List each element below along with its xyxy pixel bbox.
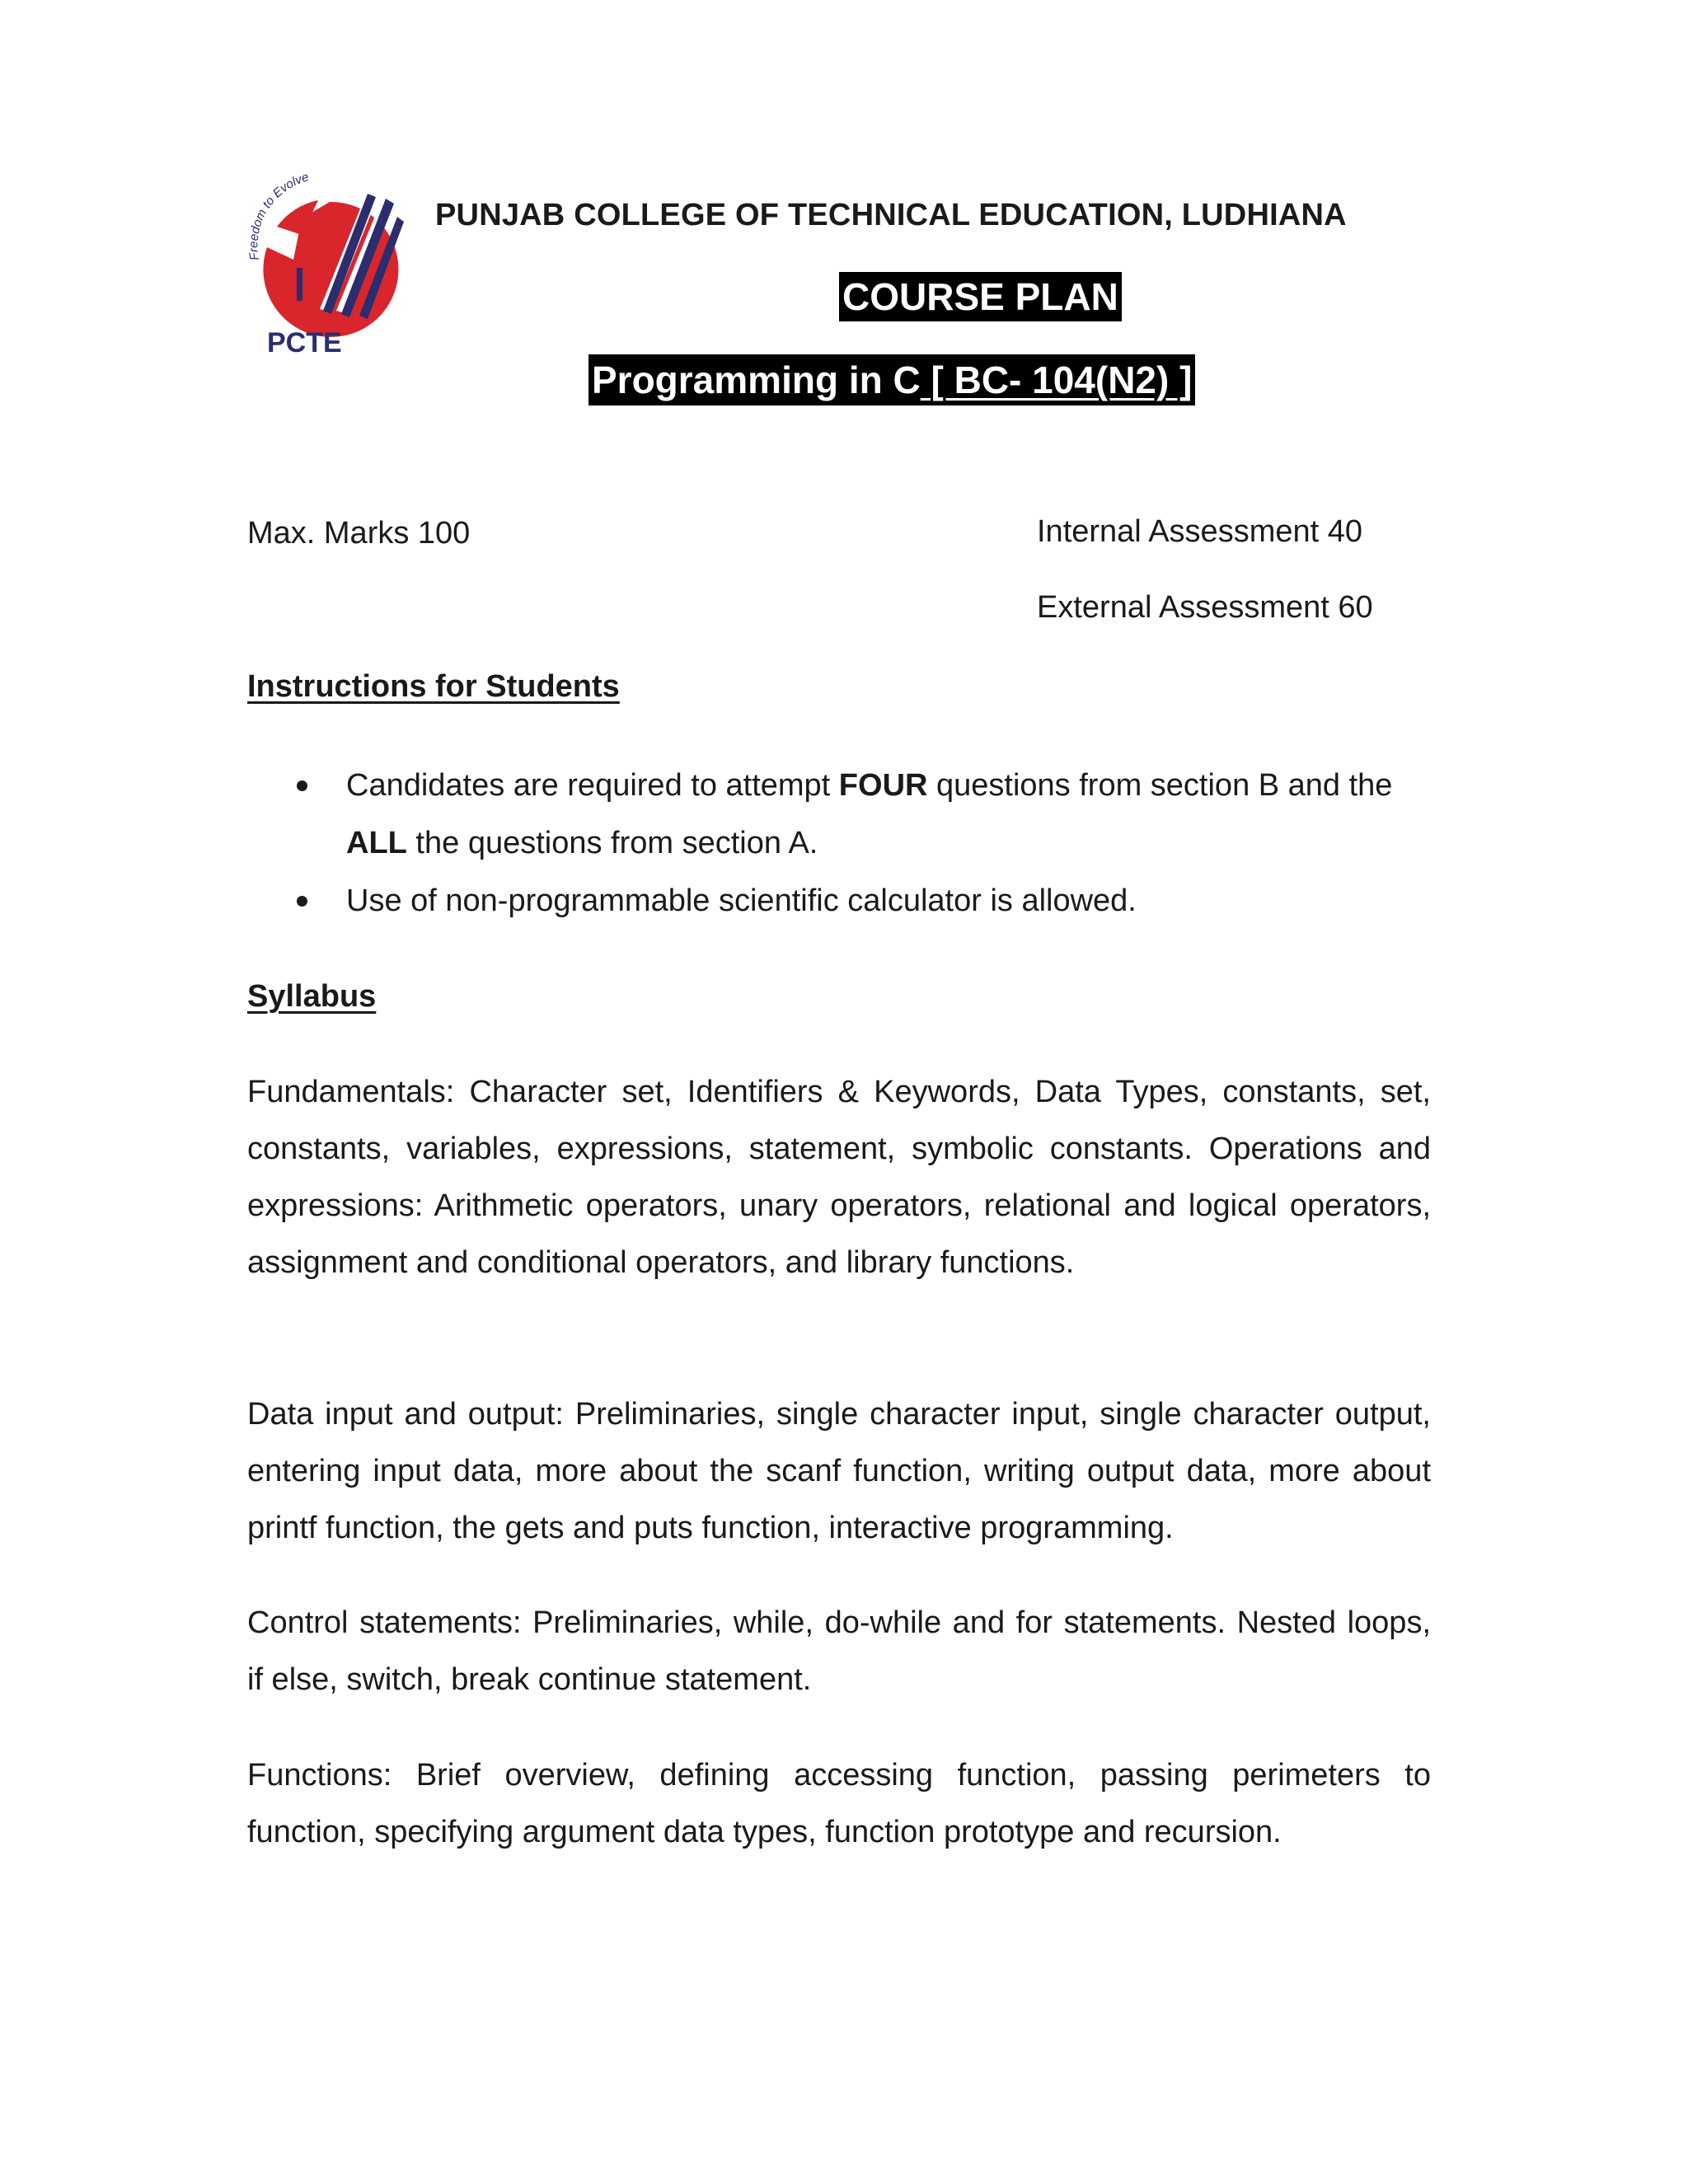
subject-code: [ BC- 104(N2) ] [920,359,1193,401]
subject-title [588,354,1195,405]
assessment-breakdown [1037,494,1373,645]
course-plan-title: COURSE PLAN [839,272,1122,321]
bullet-icon [297,896,307,907]
syllabus-heading: Syllabus [247,979,377,1014]
svg-text:PCTE: PCTE [267,327,342,359]
syllabus-paragraph-data-io: Data input and output: Preliminaries, single character input, single character output, entering input data, more about the scanf function, writing output data, more about printf function, the gets and puts function, interactive programming. [247,1397,1431,1545]
syllabus-paragraph-control: Control statements: Preliminaries, while, do-while and for statements. Nested loops, if else, switch, break continue statement. [247,1605,1431,1697]
instructions-heading: Instructions for Students [247,669,620,704]
syllabus-paragraph-functions: Functions: Brief overview, defining accessing function, passing perimeters to function, specifying argument data types, function prototype and recursion. [247,1758,1431,1849]
bullet-icon [297,780,307,791]
college-name: PUNJAB COLLEGE OF TECHNICAL EDUCATION, LUDHIANA [435,198,1347,232]
max-marks: Max. Marks 100 [247,516,471,551]
svg-text:Freedom to Evolve: Freedom to Evolve [246,170,311,261]
pcte-logo-icon [244,169,409,367]
internal-assessment: Internal Assessment 40 [1037,514,1362,549]
list-item: Use of non-programmable scientific calculator is allowed. [247,872,1434,930]
list-item: Candidates are required to attempt FOUR questions from section B and the ALL the questions from section A. [247,757,1434,872]
subject-name: Programming in C [592,359,921,401]
syllabus-paragraph-fundamentals: Fundamentals: Character set, Identifiers & Keywords, Data Types, constants, set, constants, variables, expressions, statement, symbolic constants. Operations and expressions: Arithmetic operators, unary operators, relational and logical operators, assignment and conditional operators, and library functions. [247,1075,1431,1280]
external-assessment: External Assessment 60 [1037,590,1373,625]
instructions-list [247,757,1434,930]
